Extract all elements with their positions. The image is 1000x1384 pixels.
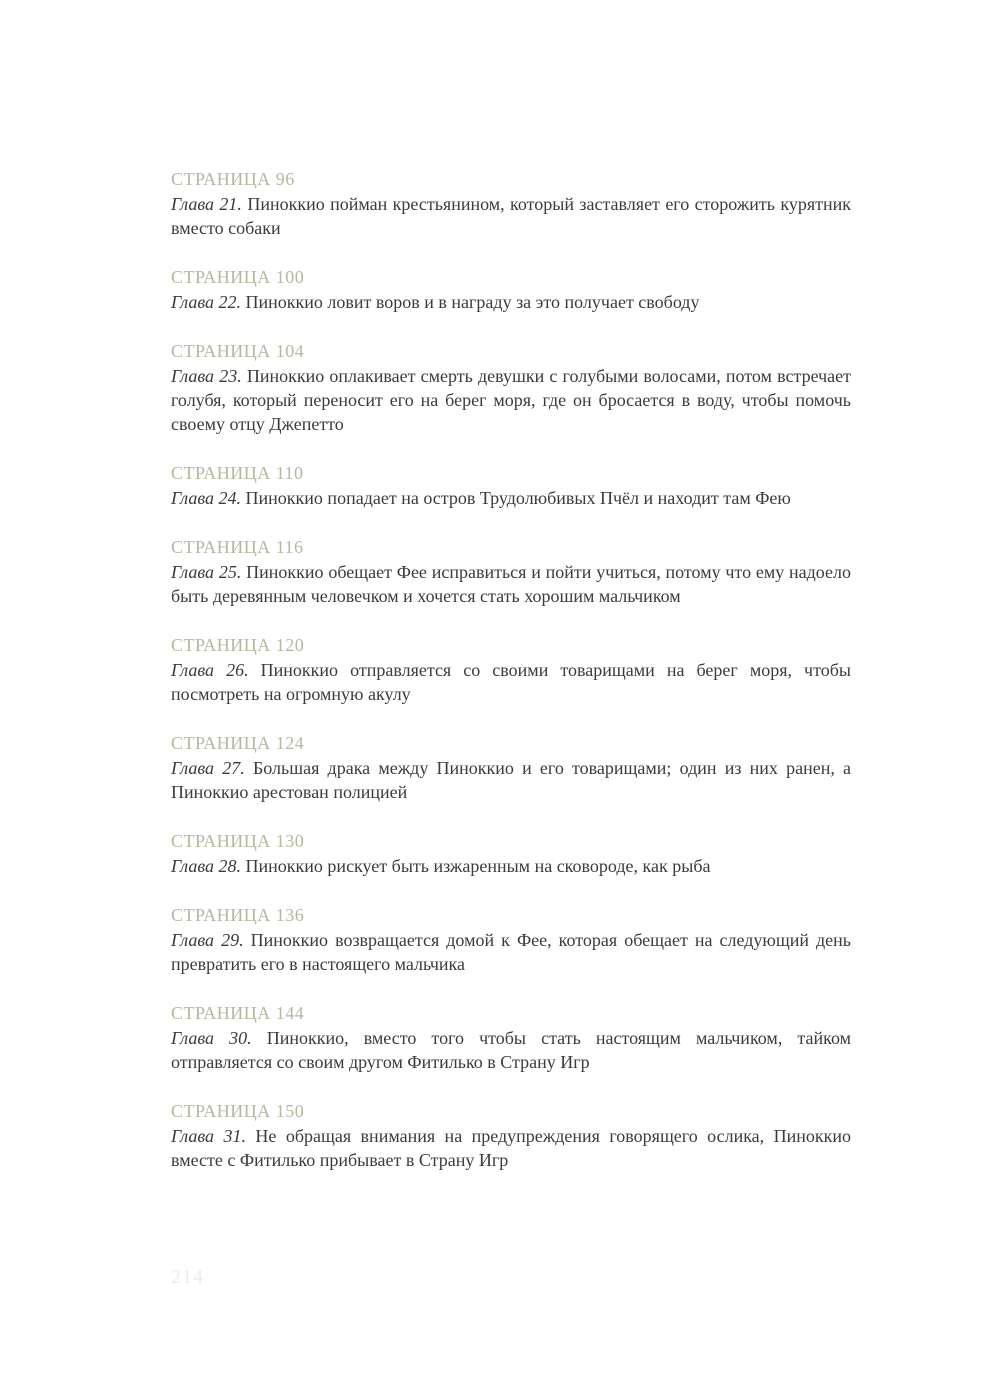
chapter-label: Глава 25.: [171, 562, 242, 582]
toc-entry: [171, 264, 851, 314]
chapter-summary: Большая драка между Пиноккио и его товарищами; один из них ранен, а Пиноккио арестован полицией: [171, 758, 852, 802]
chapter-description: [171, 560, 851, 608]
toc-entry: [171, 828, 851, 878]
chapter-description: [171, 486, 851, 510]
chapter-summary: Пиноккио обещает Фее исправиться и пойти учиться, потому что ему надоело быть деревянным человечком и хочется стать хорошим мальчиком: [171, 562, 851, 606]
chapter-description: [171, 756, 851, 804]
chapter-label: Глава 26.: [171, 660, 249, 680]
chapter-description: [171, 1124, 851, 1172]
chapter-label: Глава 27.: [171, 758, 245, 778]
chapter-summary: Пиноккио попадает на остров Трудолюбивых Пчёл и находит там Фею: [245, 488, 791, 508]
chapter-summary: Не обращая внимания на предупреждения говорящего ослика, Пиноккио вместе с Фитилько прибывает в Страну Игр: [171, 1126, 851, 1170]
page-reference: СТРАНИЦА 96: [171, 169, 295, 189]
chapter-label: Глава 28.: [171, 856, 242, 876]
page-reference: СТРАНИЦА 116: [171, 537, 304, 557]
toc-entry: [171, 1000, 851, 1074]
chapter-description: [171, 192, 851, 240]
chapter-description: [171, 290, 851, 314]
page-reference: СТРАНИЦА 100: [171, 267, 305, 287]
chapter-description: [171, 854, 851, 878]
page-reference: СТРАНИЦА 130: [171, 831, 305, 851]
chapter-summary: Пиноккио пойман крестьянином, который заставляет его сторожить курятник вместо собаки: [171, 194, 851, 238]
chapter-description: [171, 1026, 851, 1074]
page-reference: СТРАНИЦА 150: [171, 1101, 305, 1121]
toc-entry: [171, 338, 851, 436]
toc-entry: [171, 460, 851, 510]
chapter-summary: Пиноккио, вместо того чтобы стать настоящим мальчиком, тайком отправляется со своим другом Фитилько в Страну Игр: [171, 1028, 851, 1072]
toc-entry: [171, 166, 851, 240]
toc-entry: [171, 1098, 851, 1172]
toc-entry: [171, 730, 851, 804]
chapter-label: Глава 24.: [171, 488, 242, 508]
toc-entry: [171, 632, 851, 706]
page-number: 214: [171, 1266, 204, 1288]
chapter-label: Глава 23.: [171, 366, 242, 386]
chapter-summary: Пиноккио рискует быть изжаренным на сковороде, как рыба: [245, 856, 711, 876]
chapter-label: Глава 21.: [171, 194, 242, 214]
page-reference: СТРАНИЦА 110: [171, 463, 304, 483]
chapter-description: [171, 658, 851, 706]
chapter-summary: Пиноккио ловит воров и в награду за это получает свободу: [245, 292, 700, 312]
page-reference: СТРАНИЦА 124: [171, 733, 305, 753]
chapter-summary: Пиноккио оплакивает смерть девушки с голубыми волосами, потом встречает голубя, который переносит его на берег моря, где он бросается в воду, чтобы помочь своему отцу Джепетто: [171, 366, 852, 434]
page-reference: СТРАНИЦА 136: [171, 905, 305, 925]
chapter-label: Глава 22.: [171, 292, 242, 312]
chapter-label: Глава 30.: [171, 1028, 252, 1048]
chapter-label: Глава 29.: [171, 930, 244, 950]
chapter-description: [171, 928, 851, 976]
page-reference: СТРАНИЦА 120: [171, 635, 305, 655]
page-reference: СТРАНИЦА 144: [171, 1003, 305, 1023]
toc-entry: [171, 902, 851, 976]
toc-entry: [171, 534, 851, 608]
chapter-description: [171, 364, 851, 436]
chapter-summary: Пиноккио возвращается домой к Фее, которая обещает на следующий день превратить его в настоящего мальчика: [171, 930, 852, 974]
chapter-summary: Пиноккио отправляется со своими товарищами на берег моря, чтобы посмотреть на огромную акулу: [171, 660, 851, 704]
table-of-contents: [171, 166, 851, 1196]
chapter-label: Глава 31.: [171, 1126, 246, 1146]
page-reference: СТРАНИЦА 104: [171, 341, 305, 361]
